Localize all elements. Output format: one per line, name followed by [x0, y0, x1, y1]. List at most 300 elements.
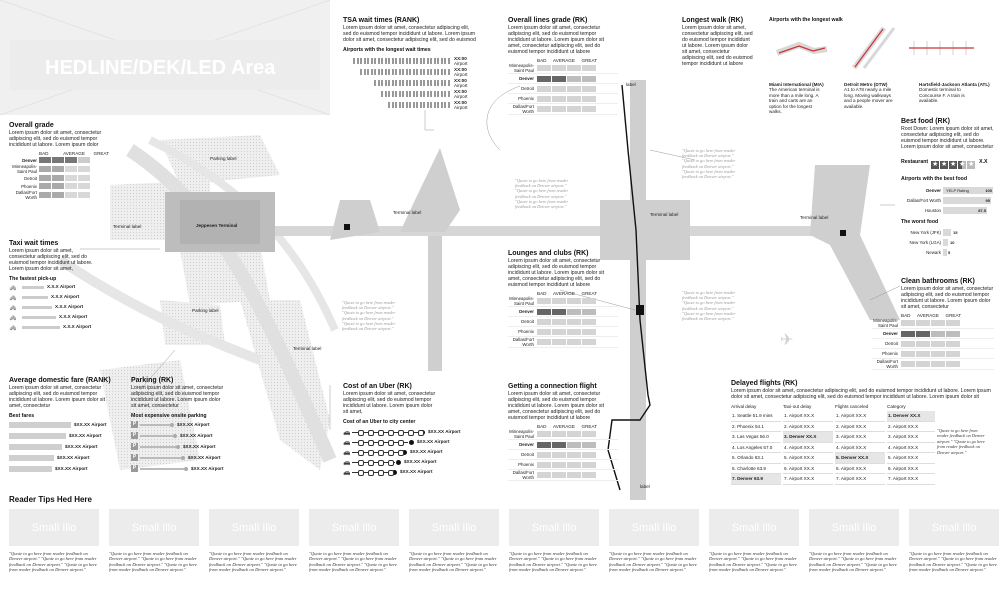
person-icon	[423, 69, 425, 75]
uber-bar-dot	[388, 430, 394, 436]
food-row	[901, 227, 994, 237]
map-label-walk-end: label	[640, 484, 650, 489]
uber-bar-dot	[398, 440, 404, 446]
taxi-row-label: X.X.X Airport	[63, 324, 92, 330]
parking-row	[131, 419, 226, 430]
person-icon	[413, 91, 415, 97]
person-icon	[381, 80, 383, 86]
map-label-terminal-5: Terminal label	[800, 215, 829, 220]
grid-header: AVERAGE	[553, 58, 575, 63]
uber-bar-dot	[378, 470, 384, 476]
grid-cell	[916, 341, 930, 347]
parking-icon: P	[132, 443, 137, 449]
grid-cells	[537, 329, 597, 335]
person-icon	[441, 58, 443, 64]
grid-cells	[537, 442, 597, 448]
parking-bar	[140, 457, 181, 459]
lounges-grid	[508, 291, 618, 348]
person-icon	[437, 58, 439, 64]
delayed-cell: 1. Airport XX.X	[783, 411, 833, 422]
walk-airports-section	[769, 17, 994, 114]
grid-cell	[537, 86, 551, 92]
uber-title: Cost of an Uber (RK)	[343, 383, 412, 390]
uber-bar	[352, 462, 395, 463]
connection-grid	[508, 424, 618, 481]
grid-headers	[537, 424, 597, 429]
grid-cell	[552, 329, 566, 335]
fare-row	[9, 452, 119, 463]
reader-tips-title: Reader Tips Hed Here	[9, 495, 92, 504]
grid-cell	[582, 76, 596, 82]
tsa-people-icons	[343, 102, 451, 108]
uber-bar-dot	[358, 470, 364, 476]
car-icon: 🚗	[343, 428, 351, 436]
grid-cell	[552, 106, 566, 112]
grid-row-label: Dallas/Fort Worth	[512, 104, 534, 115]
grid-cells	[901, 351, 961, 357]
person-icon	[416, 91, 418, 97]
tsa-sub: Airports with the longest wait times	[343, 47, 431, 53]
uber-row	[343, 427, 478, 437]
grid-cell	[537, 309, 551, 315]
parking-row-label: $XX.XX Airport	[180, 432, 213, 438]
person-icon	[409, 69, 411, 75]
person-icon	[434, 102, 436, 108]
person-icon	[367, 69, 369, 75]
grade-bar-cell	[39, 157, 51, 163]
grid-row	[872, 349, 994, 359]
car-icon: 🚗	[343, 438, 351, 446]
grid-cell	[582, 452, 596, 458]
delayed-col-header: Category	[887, 404, 906, 409]
parking-icon: P	[132, 421, 137, 427]
grid-row	[508, 337, 618, 348]
bathrooms-section	[872, 278, 994, 370]
small-illo: Small Illo	[309, 509, 399, 546]
grid-row-label: Denver	[519, 442, 534, 448]
food-row-name: New York (JFK)	[910, 229, 941, 235]
grid-cell	[946, 351, 960, 357]
delayed-cell: 7. Airport XX.X	[887, 474, 935, 485]
person-icon	[402, 58, 404, 64]
grid-cells	[537, 339, 597, 345]
grid-cell	[537, 329, 551, 335]
grid-row	[508, 104, 618, 115]
grid-row	[508, 470, 618, 481]
delayed-body: Lorem ipsum dolor sit amet, consectetur adipiscing elit, sed do euismod tempor incididunt ut labore. Lorem ipsum dolor sit amet, consectetur adipiscing elit, sed do euismod tempor incididunt ut labore. Lorem ipsum dolor sit	[731, 388, 991, 400]
delayed-cell: 7. Airport XX.X	[783, 474, 833, 485]
grid-row	[508, 450, 618, 460]
person-icon	[413, 69, 415, 75]
grid-cell	[552, 86, 566, 92]
food-row-name: Denver	[926, 187, 941, 193]
connection-body: Lorem ipsum dolor sit amet, consectetur adipiscing elit, sed do euismod tempor incididunt ut labore. Lorem ipsum dolor sit amet, consectetur adipiscing elit, sed do euismod tempor incididunt ut labore	[508, 391, 605, 421]
connection-section	[508, 383, 618, 481]
grid-row-label: Minneapolis-Saint Paul	[873, 318, 898, 329]
parking-section	[131, 377, 226, 474]
small-illo: Small Illo	[609, 509, 699, 546]
walk-airports-title: Airports with the longest walk	[769, 17, 843, 23]
walk-airport-item	[769, 82, 844, 114]
reader-tip-quote: "Quote to go here from reader feedback on Denver airport." "Quote to go here from reader feedback on Denver airport." "Quote to go here from reader feedback on Denver airport."	[509, 551, 597, 573]
person-icon	[381, 58, 383, 64]
grade-bar-cell	[78, 192, 90, 198]
grid-row	[508, 440, 618, 450]
reader-tip-quote: "Quote to go here from reader feedback on Denver airport." "Quote to go here from reader feedback on Denver airport." "Quote to go here from reader feedback on Denver airport."	[709, 551, 797, 573]
person-icon	[437, 102, 439, 108]
walk-airport-desc: A1 to A78 nearly a mile long. Moving walkways and a people mover are available.	[844, 87, 893, 109]
delayed-cell: 3. Airport XX.X	[887, 432, 935, 443]
fare-row-label: $XX.XX Airport	[69, 432, 102, 438]
tsa-row-label	[454, 67, 468, 77]
parking-row	[131, 430, 226, 441]
grid-cells	[901, 341, 961, 347]
grade-row-label: Dallas/Fort Worth	[15, 190, 37, 201]
tsa-row-name: Airport	[454, 93, 468, 99]
grid-header: BAD	[537, 58, 547, 63]
grid-cells	[537, 298, 597, 304]
star-icon: ★	[949, 161, 957, 168]
grid-row-label: Detroit	[521, 319, 534, 325]
uber-bar-dot	[358, 430, 364, 436]
page-title: HEDLINE/DEK/LED Area	[45, 57, 276, 79]
grid-row-label: Minneapolis-Saint Paul	[509, 296, 534, 307]
delayed-quote: "Quote to go here from reader feedback on Denver airport." "Quote to go here from reader feedback on Denver airport."	[937, 428, 985, 455]
person-icon	[441, 102, 443, 108]
grid-row	[508, 307, 618, 317]
tsa-people-icons	[343, 69, 451, 75]
tsa-row-value: XX:00	[454, 99, 467, 105]
food-row	[901, 185, 994, 195]
grid-cell	[552, 462, 566, 468]
uber-bar-dot	[388, 440, 394, 446]
food-row	[901, 195, 994, 205]
uber-bar-dot	[378, 440, 384, 446]
parking-bar-end	[184, 467, 188, 471]
person-icon	[441, 80, 443, 86]
reader-tip-quote: "Quote to go here from reader feedback on Denver airport." "Quote to go here from reader feedback on Denver airport." "Quote to go here from reader feedback on Denver airport."	[109, 551, 197, 573]
grade-row	[9, 190, 119, 200]
delayed-cell: 6. Charlotte 63.9	[731, 464, 781, 475]
uber-bar-dot	[408, 430, 414, 436]
person-icon	[413, 58, 415, 64]
parking-row-label: $XX.XX Airport	[191, 465, 224, 471]
food-bar	[943, 239, 955, 246]
food-row-name: Dallas/Fort Worth	[906, 197, 941, 203]
person-icon	[402, 80, 404, 86]
grid-cells	[537, 96, 597, 102]
grid-cell	[567, 431, 581, 437]
grid-header: AVERAGE	[553, 291, 575, 296]
grid-cell	[901, 351, 915, 357]
tsa-row	[343, 66, 478, 77]
person-icon	[427, 80, 429, 86]
delayed-col-header: Taxi-out delay	[783, 404, 812, 409]
person-icon	[360, 69, 362, 75]
uber-bar-dot	[368, 450, 374, 456]
lounges-section	[508, 250, 618, 348]
grid-cell	[916, 320, 930, 326]
reader-tip-quote: "Quote to go here from reader feedback on Denver airport." "Quote to go here from reader feedback on Denver airport." "Quote to go here from reader feedback on Denver airport."	[209, 551, 297, 573]
walk-airport-name: Miami International (MIA)	[769, 82, 824, 87]
grid-cell	[552, 76, 566, 82]
person-icon	[448, 102, 450, 108]
car-icon: 🚗	[343, 468, 351, 476]
person-icon	[364, 58, 366, 64]
grid-headers	[537, 291, 597, 296]
person-icon	[437, 80, 439, 86]
tsa-people-icons	[343, 80, 451, 86]
grade-bar-cell	[78, 183, 90, 189]
grid-cell	[567, 309, 581, 315]
grade-row-label: Denver	[22, 157, 37, 163]
grid-cell	[537, 319, 551, 325]
fare-row	[9, 430, 119, 441]
person-icon	[437, 69, 439, 75]
lines-section	[508, 17, 618, 115]
tsa-row	[343, 99, 478, 110]
food-row	[901, 205, 994, 215]
person-icon	[374, 69, 376, 75]
parking-bar-end	[176, 445, 180, 449]
delayed-cell: 7. Denver 63.9	[731, 474, 781, 485]
person-icon	[430, 80, 432, 86]
overall-grade-section	[9, 122, 119, 200]
person-icon	[437, 91, 439, 97]
delayed-cell: 5. Airport XX.X	[887, 453, 935, 464]
grid-cell	[931, 320, 945, 326]
best-food-rows	[901, 185, 994, 215]
grid-cell	[567, 452, 581, 458]
delayed-cell: 3. Denver XX.X	[783, 432, 833, 443]
tsa-people-icons	[343, 91, 451, 97]
uber-row-label: $XX.XX Airport	[400, 469, 433, 475]
grid-row-label: Dallas/Fort Worth	[512, 337, 534, 348]
grade-bar-cell	[65, 166, 77, 172]
person-icon	[381, 91, 383, 97]
grid-cell	[582, 472, 596, 478]
grade-bar	[39, 192, 91, 198]
plane-icon: ✈	[780, 330, 794, 349]
grade-bar	[39, 157, 91, 163]
tsa-row-value: XX:00	[454, 77, 467, 83]
food-bar	[943, 207, 987, 214]
person-icon	[423, 80, 425, 86]
grid-header: GREAT	[581, 58, 597, 63]
small-illo: Small Illo	[709, 509, 799, 546]
grid-cell	[946, 320, 960, 326]
grade-bar-cell	[39, 175, 51, 181]
person-icon	[427, 102, 429, 108]
taxi-bar	[22, 316, 56, 319]
grid-row	[508, 74, 618, 84]
person-icon	[416, 102, 418, 108]
grid-cell	[916, 351, 930, 357]
grid-cell	[537, 65, 551, 71]
map-label-walk-start: label	[626, 82, 636, 87]
grid-row-label: Detroit	[885, 341, 898, 347]
small-illo: Small Illo	[209, 509, 299, 546]
grade-bar-cell	[39, 183, 51, 189]
parking-bar	[140, 424, 170, 426]
map-label-parking-2: Parking label	[192, 308, 219, 313]
walk-airports-maps	[769, 23, 994, 73]
fare-bar	[9, 455, 54, 461]
grade-row	[9, 174, 119, 182]
grid-cell	[537, 106, 551, 112]
uber-row	[343, 457, 478, 467]
delayed-cell: 6. Airport XX.X	[835, 464, 885, 475]
grid-cell	[552, 298, 566, 304]
grid-cell	[567, 339, 581, 345]
parking-icon: P	[132, 454, 137, 460]
restaurant-label: Restaurant	[901, 159, 929, 165]
delayed-cell: 5. Orlando 63.1	[731, 453, 781, 464]
small-illo: Small Illo	[9, 509, 99, 546]
delayed-section	[731, 380, 996, 485]
person-icon	[444, 69, 446, 75]
uber-bar-dot	[398, 450, 404, 456]
map-label-jeppesen: Jeppesen Terminal	[196, 223, 238, 228]
grid-cell	[916, 361, 930, 367]
person-icon	[402, 69, 404, 75]
taxi-row	[9, 302, 94, 312]
grid-row-label: Dallas/Fort Worth	[876, 359, 898, 370]
taxi-title: Taxi wait times	[9, 240, 59, 247]
food-bar-label: YELP Rating	[946, 187, 969, 193]
map-quote-4: "Quote to go here from reader feedback on Denver airport." "Quote to go here from reader feedback on Denver airport." "Quote to go here from reader feedback on Denver airport."	[682, 290, 736, 322]
map-label-parking-1: Parking label	[210, 156, 237, 161]
grid-cells	[537, 431, 597, 437]
mia-map-icon	[777, 45, 827, 53]
grid-cell	[537, 442, 551, 448]
tsa-row-value: XX:00	[454, 88, 467, 94]
grade-bar	[39, 166, 91, 172]
bathrooms-body: Lorem ipsum dolor sit amet, consectetur adipiscing elit, sed do euismod tempor incididunt ut labore. Lorem ipsum dolor sit amet, consectetur	[901, 286, 994, 310]
person-icon	[402, 102, 404, 108]
reader-tip-quote: "Quote to go here from reader feedback on Denver airport." "Quote to go here from reader feedback on Denver airport." "Quote to go here from reader feedback on Denver airport."	[909, 551, 997, 573]
car-icon: 🚗	[343, 448, 351, 456]
grid-cell	[552, 65, 566, 71]
person-icon	[371, 58, 373, 64]
uber-bar	[352, 432, 419, 433]
uber-bar	[352, 442, 408, 443]
tsa-rows	[343, 55, 478, 110]
grid-cell	[567, 462, 581, 468]
lounges-title: Lounges and clubs (RK)	[508, 250, 589, 257]
tsa-row	[343, 77, 478, 88]
person-icon	[416, 80, 418, 86]
grade-headers	[39, 151, 119, 156]
small-illo: Small Illo	[509, 509, 599, 546]
grade-header-great: GREAT	[93, 151, 109, 156]
grid-cell	[582, 329, 596, 335]
grid-cell	[567, 65, 581, 71]
tsa-title: TSA wait times (RANK)	[343, 17, 420, 24]
person-icon	[388, 102, 390, 108]
longest-walk-body: Lorem ipsum dolor sit amet, consectetur adipiscing elit, sed do euismod tempor incididunt ut labore. Lorem ipsum dolor sit amet, consectetur adipiscing elit, sed do euismod tempor incididunt ut labore	[682, 25, 753, 67]
star-icon: ★	[958, 161, 966, 168]
person-icon	[406, 58, 408, 64]
uber-row-label: $XX.XX Airport	[410, 449, 443, 455]
grid-header: BAD	[901, 313, 911, 318]
person-icon	[385, 69, 387, 75]
person-icon	[385, 91, 387, 97]
person-icon	[392, 69, 394, 75]
reader-tip-quote: "Quote to go here from reader feedback on Denver airport." "Quote to go here from reader feedback on Denver airport." "Quote to go here from reader feedback on Denver airport."	[309, 551, 397, 573]
grid-cell	[946, 341, 960, 347]
grade-bar-cell	[78, 175, 90, 181]
taxi-row	[9, 312, 94, 322]
walk-airport-item	[919, 82, 994, 114]
grid-headers	[901, 313, 961, 318]
person-icon	[388, 91, 390, 97]
grid-cell	[567, 106, 581, 112]
grade-bar-cell	[39, 166, 51, 172]
lines-body: Lorem ipsum dolor sit amet, consectetur adipiscing elit, sed do euismod tempor incididunt ut labore. Lorem ipsum dolor sit amet, consectetur adipiscing elit, sed do euismod tempor incididunt ut labore	[508, 25, 605, 55]
food-row-value: 10	[950, 239, 955, 245]
grid-row-label: Phoenix	[518, 329, 534, 335]
uber-bar-dot	[398, 430, 404, 436]
longest-walk-section	[682, 17, 754, 67]
taxi-row-label: X.X.X Airport	[51, 294, 80, 300]
taxi-icon: 🚕	[9, 283, 17, 291]
grade-bar-cell	[78, 166, 90, 172]
person-icon	[395, 69, 397, 75]
food-row	[901, 237, 994, 247]
dtw-map-icon	[854, 28, 894, 68]
grade-bar-cell	[65, 183, 77, 189]
tsa-row-label	[454, 56, 468, 66]
uber-bar-dot	[358, 450, 364, 456]
food-row-value: 5	[948, 249, 951, 255]
restaurant-rating: X.X	[979, 159, 988, 165]
person-icon	[360, 58, 362, 64]
delayed-cell: 3. Las Vegas 56.0	[731, 432, 781, 443]
grid-row	[872, 339, 994, 349]
lounges-body: Lorem ipsum dolor sit amet, consectetur adipiscing elit, sed do euismod tempor incididunt ut labore. Lorem ipsum dolor sit amet, consectetur adipiscing elit, sed do euismod tempor incididunt ut labore	[508, 258, 605, 288]
grid-cell	[931, 341, 945, 347]
atl-map-icon	[909, 41, 974, 55]
uber-section	[343, 383, 478, 477]
uber-bar-dot	[388, 470, 394, 476]
grid-row-label: Detroit	[521, 452, 534, 458]
walk-airport-name: Detroit Metro (DTW)	[844, 82, 888, 87]
grid-row-label: Phoenix	[518, 462, 534, 468]
fare-row-label: $XX.XX Airport	[57, 454, 90, 460]
grade-bar-cell	[39, 192, 51, 198]
grade-row-label: Minneapolis-Saint Paul	[12, 164, 37, 175]
map-quote-3: "Quote to go here from reader feedback on Denver airport." "Quote to go here from reader feedback on Denver airport." "Quote to go here from reader feedback on Denver airport."	[682, 148, 736, 180]
person-icon	[406, 69, 408, 75]
delayed-col-category	[887, 404, 935, 485]
taxi-bar	[22, 326, 60, 329]
map-quote-2: "Quote to go here from reader feedback on Denver airport." "Quote to go here from reader feedback on Denver airport." "Quote to go here from reader feedback on Denver airport."	[342, 300, 396, 332]
taxi-row-label: X.X.X Airport	[59, 314, 88, 320]
domestic-fare-body: Lorem ipsum dolor sit amet, consectetur adipiscing elit, sed do euismod tempor incididunt ut labore. Lorem ipsum dolor sit amet, consectetur	[9, 385, 106, 409]
grid-row	[872, 329, 994, 339]
person-icon	[409, 91, 411, 97]
grid-row	[508, 327, 618, 337]
person-icon	[427, 69, 429, 75]
grid-cell	[552, 96, 566, 102]
grid-cell	[567, 319, 581, 325]
tsa-row-label	[454, 89, 468, 99]
fare-bar	[9, 466, 52, 472]
person-icon	[378, 69, 380, 75]
person-icon	[371, 69, 373, 75]
walk-airport-desc: The American terminal is more than a mile long. A train and carts are an option for the longest walks.	[769, 87, 820, 115]
